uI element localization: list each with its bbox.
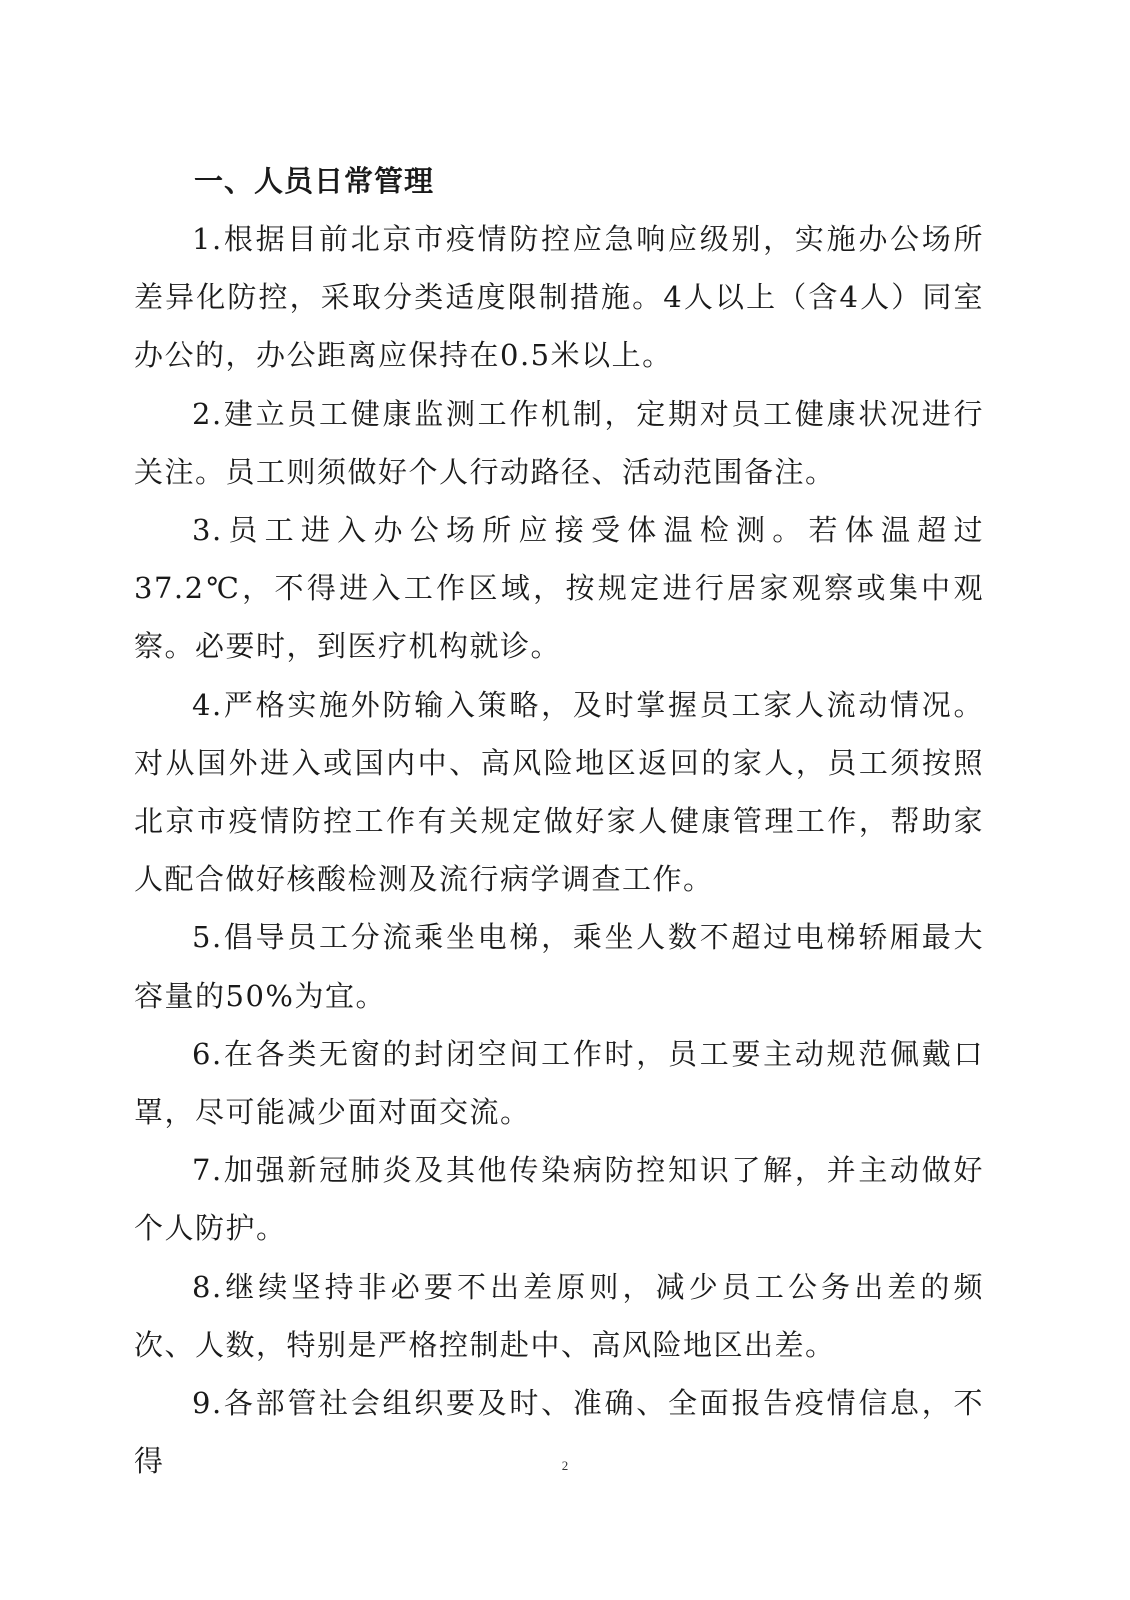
paragraph-1: 1.根据目前北京市疫情防控应急响应级别，实施办公场所差异化防控，采取分类适度限制措施。4人以上（含4人）同室办公的，办公距离应保持在0.5米以上。 xyxy=(134,222,984,373)
paragraph-9: 9.各部管社会组织要及时、准确、全面报告疫情信息，不得 xyxy=(134,1386,984,1479)
paragraph-6: 6.在各类无窗的封闭空间工作时，员工要主动规范佩戴口罩，尽可能减少面对面交流。 xyxy=(134,1036,984,1130)
paragraph-3: 3.员工进入办公场所应接受体温检测。若体温超过37.2℃，不得进入工作区域，按规定进行居家观察或集中观察。必要时，到医疗机构就诊。 xyxy=(134,513,984,664)
paragraph-5: 5.倡导员工分流乘坐电梯，乘坐人数不超过电梯轿厢最大容量的50%为宜。 xyxy=(134,920,984,1013)
paragraph-7: 7.加强新冠肺炎及其他传染病防控知识了解，并主动做好个人防护。 xyxy=(134,1153,984,1246)
document-body xyxy=(134,152,984,1490)
paragraph-4: 4.严格实施外防输入策略，及时掌握员工家人流动情况。对从国外进入或国内中、高风险地区返回的家人，员工须按照北京市疫情防控工作有关规定做好家人健康管理工作，帮助家人配合做好核酸检测及流行病学调查工作。 xyxy=(134,687,984,897)
page-number: 2 xyxy=(561,1458,569,1473)
paragraph-2: 2.建立员工健康监测工作机制，定期对员工健康状况进行关注。员工则须做好个人行动路径、活动范围备注。 xyxy=(134,396,984,489)
section-heading: 一、人员日常管理 xyxy=(194,164,435,198)
paragraph-8: 8.继续坚持非必要不出差原则，减少员工公务出差的频次、人数，特别是严格控制赴中、高风险地区出差。 xyxy=(134,1269,984,1362)
